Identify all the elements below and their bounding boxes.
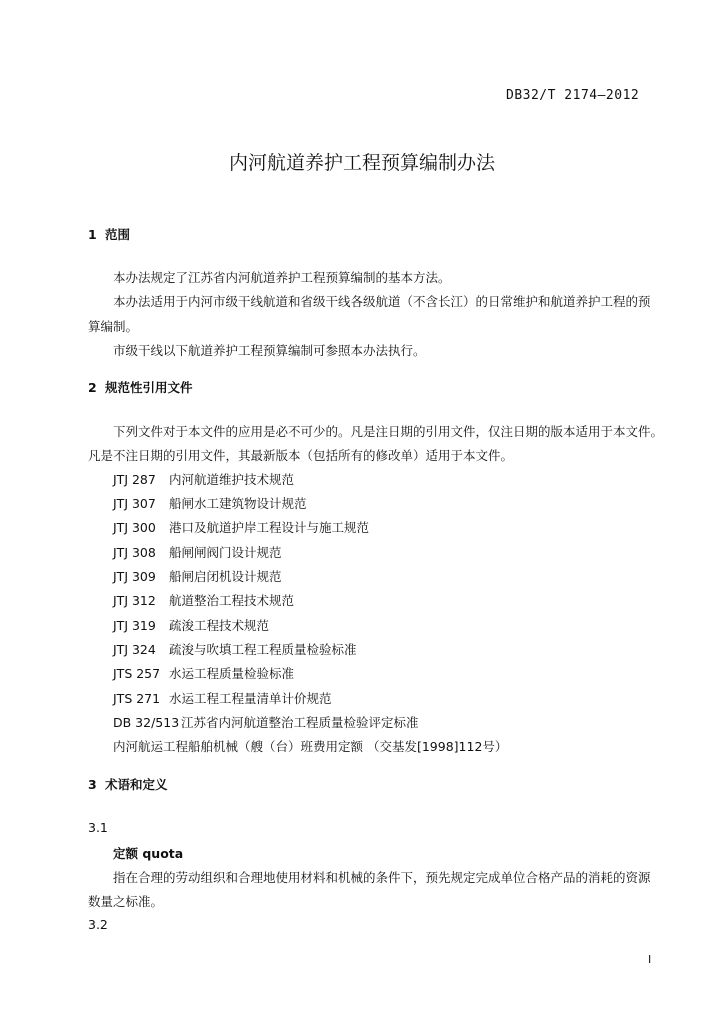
term-3-1-name: 定额 quota — [113, 846, 184, 861]
reference-item — [113, 616, 269, 634]
standard-code: DB32/T 2174—2012 — [506, 88, 640, 103]
reference-code: DB 32/513 — [113, 715, 180, 730]
section-1-para-3: 市级干线以下航道养护工程预算编制可参照本办法执行。 — [113, 343, 426, 358]
reference-title: 内河航道维护技术规范 — [169, 472, 295, 487]
section-1-para-2-line-1: 本办法适用于内河市级干线航道和省级干线各级航道（不含长江）的日常维护和航道养护工程的预 — [113, 294, 651, 309]
reference-title: 船闸启闭机设计规范 — [169, 569, 282, 584]
section-1-para-1: 本办法规定了江苏省内河航道养护工程预算编制的基本方法。 — [113, 270, 451, 285]
reference-item — [113, 591, 294, 609]
reference-code: JTJ 308 — [113, 545, 156, 560]
reference-title: 航道整治工程技术规范 — [169, 593, 295, 608]
reference-title: 船闸闸阀门设计规范 — [169, 545, 282, 560]
section-2-number: 2 — [88, 380, 97, 395]
term-3-1-definition-line-1: 指在合理的劳动组织和合理地使用材料和机械的条件下，预先规定完成单位合格产品的消耗的资源 — [113, 870, 651, 885]
reference-item — [113, 664, 294, 682]
section-1-para-2-line-2: 算编制。 — [88, 319, 139, 334]
section-2-intro-line-1: 下列文件对于本文件的应用是必不可少的。凡是注日期的引用文件，仅注日期的版本适用于本文件。 — [113, 424, 664, 439]
reference-code: JTJ 309 — [113, 569, 156, 584]
reference-title: 水运工程质量检验标准 — [169, 666, 295, 681]
reference-code: JTJ 319 — [113, 618, 156, 633]
reference-item — [113, 543, 282, 561]
term-3-1-number: 3.1 — [88, 820, 108, 835]
section-3-title: 术语和定义 — [105, 777, 168, 792]
reference-code: JTS 271 — [113, 691, 161, 706]
reference-title: 水运工程工程量清单计价规范 — [169, 691, 332, 706]
section-1-heading — [88, 225, 130, 243]
reference-code: JTJ 312 — [113, 593, 156, 608]
reference-code: JTJ 287 — [113, 472, 156, 487]
reference-code: JTJ 307 — [113, 496, 156, 511]
section-3-heading — [88, 775, 168, 793]
reference-title: 疏浚工程技术规范 — [169, 618, 270, 633]
reference-item-last: 内河航运工程船舶机械（艘（台）班费用定额 （交基发[1998]112号） — [113, 739, 508, 754]
reference-item — [113, 713, 419, 731]
term-3-2-number: 3.2 — [88, 917, 108, 932]
page-number: I — [648, 953, 652, 966]
section-1-title: 范围 — [105, 227, 131, 242]
reference-item — [113, 689, 332, 707]
section-2-intro-line-2: 凡是不注日期的引用文件，其最新版本（包括所有的修改单）适用于本文件。 — [88, 448, 514, 463]
reference-code: JTS 257 — [113, 666, 161, 681]
section-3-number: 3 — [88, 777, 97, 792]
reference-item — [113, 640, 357, 658]
reference-title: 船闸水工建筑物设计规范 — [169, 496, 307, 511]
reference-title: 疏浚与吹填工程工程质量检验标准 — [169, 642, 357, 657]
reference-title: 江苏省内河航道整治工程质量检验评定标准 — [181, 715, 419, 730]
reference-item — [113, 494, 307, 512]
reference-code: JTJ 300 — [113, 520, 156, 535]
section-2-title: 规范性引用文件 — [105, 380, 193, 395]
reference-item — [113, 567, 282, 585]
reference-item — [113, 470, 294, 488]
reference-title: 港口及航道护岸工程设计与施工规范 — [169, 520, 370, 535]
term-3-1-definition-line-2: 数量之标准。 — [88, 894, 164, 909]
section-2-heading — [88, 378, 193, 396]
document-title: 内河航道养护工程预算编制办法 — [228, 152, 495, 174]
reference-item — [113, 518, 369, 536]
section-1-number: 1 — [88, 227, 97, 242]
reference-code: JTJ 324 — [113, 642, 156, 657]
